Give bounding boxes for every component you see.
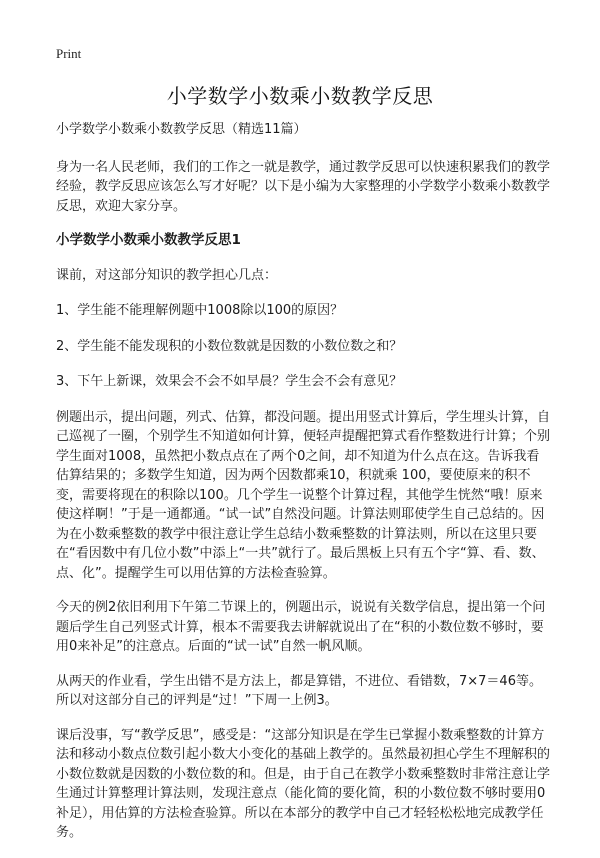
body-paragraph: 今天的例2依旧利用下午第二节课上的，例题出示，说说有关数学信息，提出第一个问题后学生自己列竖式计算，根本不需要我去讲解就说出了在“积的小数位数不够时，要用0来补足”的注意点。后面的“试一试”自然一帆风顺。: [56, 600, 546, 654]
body-paragraph: 课前，对这部分知识的教学担心几点：: [56, 267, 278, 283]
article-subtitle: 小学数学小数乘小数教学反思（精选11篇）: [56, 122, 307, 137]
body-paragraph: 从两天的作业看，学生出错不是方法上，都是算错，不进位、看错数，7×7＝46等。所以对这部分自己的评判是“过！”下周一上例3。: [56, 673, 542, 708]
body-paragraph: 2、学生能不能发现积的小数位数就是因数的小数位数之和？: [56, 338, 403, 354]
body-paragraph: 1、学生能不能理解例题中1008除以100的原因？: [56, 303, 344, 318]
body-paragraph: 例题出示，提出问题，列式、估算，都没问题。提出用竖式计算后，学生埋头计算，自己巡视了一圈，个别学生不知道如何计算，便轻声提醒把算式看作整数进行计算；个别学生面对1008，虽然把小数点点在了两个0之间，却不知道为什么点在这。告诉我看估算结果的；多数学生知道，因为两个因数都乘10，积就乘 100，要使原来的积不变，需要将现在的积除以100。几个学生一说整个计算过程，其他学生恍然“哦！原来使这样啊！”于是一通都通。“试一试”自然没问题。计算法则耶使学生自己总结的。因为在小数乘整数的教学中很注意让学生总结小数乘整数的计算法则，所以在这里只要在“看因数中有几位小数”中添上“一共”就行了。最后黑板上只有五个字“算、看、数、点、化”。提醒学生可以用估算的方法检查验算。: [56, 409, 551, 581]
section-heading: 小学数学小数乘小数教学反思1: [56, 232, 241, 248]
print-link[interactable]: Print: [56, 46, 82, 61]
body-paragraph: 3、下午上新课，效果会不会不如早晨？学生会不会有意见？: [56, 374, 403, 389]
intro-paragraph: 身为一名人民老师，我们的工作之一就是教学，通过教学反思可以快速积累我们的教学经验，教学反思应该怎么写才好呢？以下是小编为大家整理的小学数学小数乘小数教学反思，欢迎大家分享。: [56, 159, 551, 214]
page-title: 小学数学小数乘小数教学反思: [166, 84, 434, 108]
body-paragraph: 课后没事，写“教学反思”，感受是：“这部分知识是在学生已掌握小数乘整数的计算方法和移动小数点位数引起小数大小变化的基础上教学的。虽然最初担心学生不理解积的小数位数就是因数的小数位数的和。但是，由于自己在教学小数乘整数时非常注意让学生通过计算整理计算法则，发现注意点（能化简的要化简，积的小数位数不够时要用0补足），用估算的方法检查验算。所以在本部分的教学中自己才轻轻松松地完成教学任务。: [56, 727, 551, 840]
article-body: [56, 120, 550, 858]
